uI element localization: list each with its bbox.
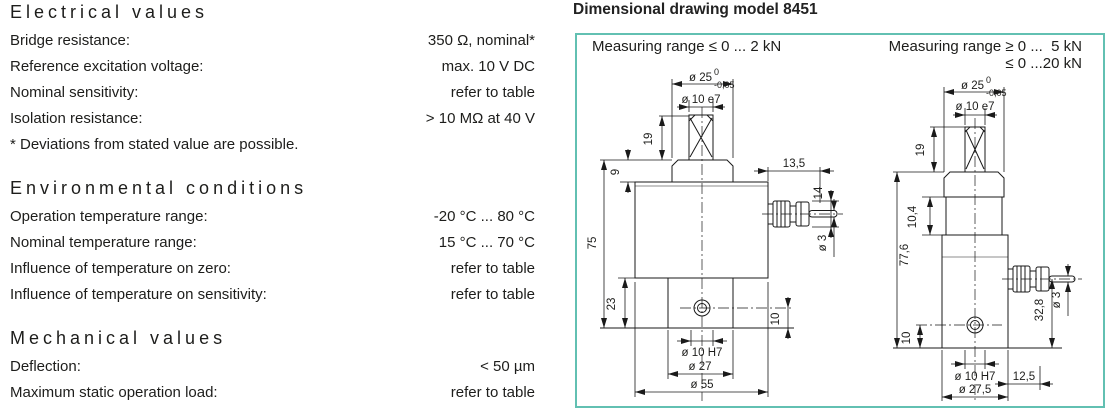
spec-row xyxy=(10,256,535,282)
spec-label: Maximum static operation load: xyxy=(10,384,218,401)
dim-label-dia27: ø 27 xyxy=(688,361,712,373)
spec-label: Deflection: xyxy=(10,358,81,375)
spec-label: Nominal sensitivity: xyxy=(10,84,139,101)
spec-row xyxy=(10,204,535,230)
spec-row xyxy=(10,54,535,80)
dim-label-dia3: ø 3 xyxy=(1051,291,1063,309)
section-heading-electrical: Electrical values xyxy=(10,2,209,22)
dim-label-tol-hi: 0 xyxy=(714,67,720,77)
spec-value: > 10 MΩ at 40 V xyxy=(425,110,535,127)
dim-label-19: 19 xyxy=(643,132,655,146)
spec-value: 350 Ω, nominal* xyxy=(427,32,535,49)
spec-value: refer to table xyxy=(450,384,535,401)
dim-label-13-5: 13,5 xyxy=(782,158,806,170)
caption-range-right-2: ≤ 0 ...20 kN xyxy=(1005,55,1082,72)
dim-label-tol-lo: -0,05 xyxy=(714,80,735,90)
caption-range-left: Measuring range ≤ 0 ... 2 kN xyxy=(592,38,782,55)
spec-row xyxy=(10,28,535,54)
spec-label: Isolation resistance: xyxy=(10,110,143,127)
spec-row xyxy=(10,80,535,106)
dim-label-9: 9 xyxy=(610,168,622,176)
spec-row xyxy=(10,106,535,132)
spec-label: Reference excitation voltage: xyxy=(10,58,204,75)
dim-label-10: 10 xyxy=(901,331,913,345)
spec-value: -20 °C ... 80 °C xyxy=(433,208,535,225)
specifications-column xyxy=(10,0,535,406)
dim-label-dia10e7: ø 10 e7 xyxy=(955,101,995,113)
spec-label: Influence of temperature on sensitivity: xyxy=(10,286,267,303)
spec-value: < 50 µm xyxy=(480,358,535,375)
dimensional-drawing-panel xyxy=(575,33,1105,408)
spec-label: Influence of temperature on zero: xyxy=(10,260,231,277)
dim-label-dia25: ø 25 xyxy=(960,80,984,92)
left-load-cell-drawing xyxy=(587,67,843,401)
dim-label-32-8: 32,8 xyxy=(1034,298,1046,322)
dim-label-tol-lo: -0,05 xyxy=(986,88,1007,98)
dim-label-dia3: ø 3 xyxy=(817,234,829,252)
spec-footnote: * Deviations from stated value are possible. xyxy=(10,136,299,153)
spec-value: refer to table xyxy=(450,286,535,303)
dim-label-dia10h7: ø 10 H7 xyxy=(681,347,723,359)
dim-label-10-4: 10,4 xyxy=(907,205,919,229)
dim-label-12-5: 12,5 xyxy=(1012,371,1036,383)
spec-value: refer to table xyxy=(450,260,535,277)
spec-row xyxy=(10,230,535,256)
dim-label-dia25: ø 25 xyxy=(688,72,712,84)
section-heading-environmental: Environmental conditions xyxy=(10,178,308,198)
dim-label-dia55: ø 55 xyxy=(690,379,714,391)
dim-label-14: 14 xyxy=(813,186,825,200)
spec-value: 15 °C ... 70 °C xyxy=(438,234,535,251)
dim-label-75: 75 xyxy=(587,236,599,250)
spec-value: refer to table xyxy=(450,84,535,101)
spec-row xyxy=(10,282,535,308)
right-load-cell-drawing xyxy=(893,75,1082,401)
dim-label-77-6: 77,6 xyxy=(899,243,911,267)
dim-label-dia10e7: ø 10 e7 xyxy=(681,94,721,106)
spec-row xyxy=(10,380,535,406)
dim-label-10: 10 xyxy=(770,312,782,326)
dim-label-dia27-5: ø 27,5 xyxy=(958,384,992,396)
spec-row xyxy=(10,354,535,380)
drawing-title: Dimensional drawing model 8451 xyxy=(573,1,818,18)
dim-label-19: 19 xyxy=(915,143,927,157)
dimensional-drawing-canvas xyxy=(577,35,1103,406)
dim-label-23: 23 xyxy=(606,297,618,311)
spec-value: max. 10 V DC xyxy=(441,58,535,75)
caption-range-right-1: Measuring range ≥ 0 ... 5 kN xyxy=(888,38,1082,55)
spec-label: Nominal temperature range: xyxy=(10,234,197,251)
dim-label-dia10h7: ø 10 H7 xyxy=(954,371,996,383)
section-heading-mechanical: Mechanical values xyxy=(10,328,227,348)
dim-label-tol-hi: 0 xyxy=(986,75,992,85)
spec-label: Operation temperature range: xyxy=(10,208,208,225)
spec-label: Bridge resistance: xyxy=(10,32,131,49)
